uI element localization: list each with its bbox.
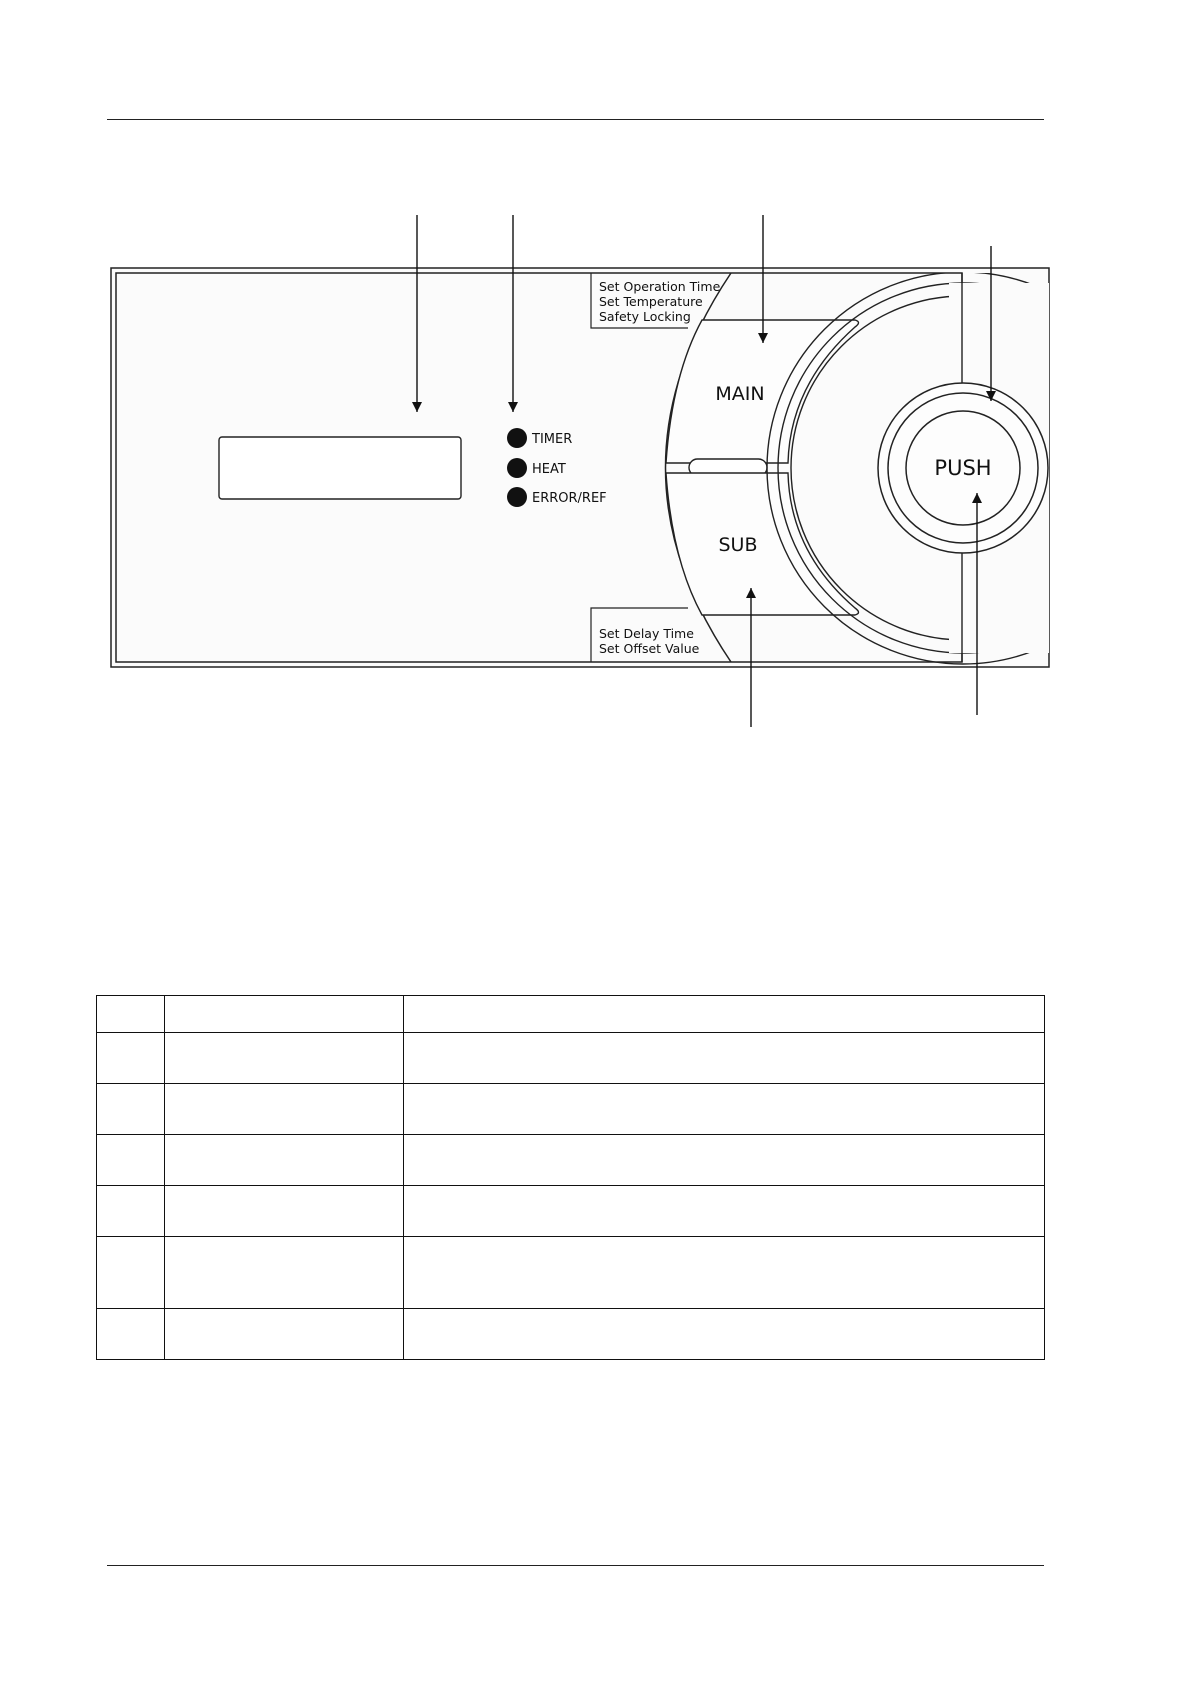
table-cell	[97, 1084, 165, 1135]
lcd-display	[219, 437, 461, 499]
table-cell	[97, 1186, 165, 1237]
error-ref-led-icon	[507, 487, 527, 507]
main-function-2: Set Temperature	[599, 294, 703, 309]
table-cell	[165, 1186, 404, 1237]
table-row	[97, 1135, 1045, 1186]
main-function-3: Safety Locking	[599, 309, 691, 324]
table-cell	[404, 1135, 1045, 1186]
table-cell	[97, 1033, 165, 1084]
table-cell	[165, 1309, 404, 1360]
table-cell	[404, 1084, 1045, 1135]
table-row	[97, 1309, 1045, 1360]
table-cell	[97, 996, 165, 1033]
footer-rule	[107, 1565, 1044, 1566]
parts-table	[96, 995, 1045, 1360]
push-knob-label: PUSH	[934, 456, 992, 480]
table-cell	[97, 1237, 165, 1309]
table-cell	[404, 996, 1045, 1033]
timer-led-icon	[507, 428, 527, 448]
table-cell	[404, 1186, 1045, 1237]
table-row	[97, 1237, 1045, 1309]
main-function-1: Set Operation Time	[599, 279, 721, 294]
table-cell	[165, 1135, 404, 1186]
table-cell	[97, 1135, 165, 1186]
table-row	[97, 1033, 1045, 1084]
sub-button-label: SUB	[718, 534, 758, 556]
sub-function-1: Set Delay Time	[599, 626, 694, 641]
indicator-label-timer: TIMER	[532, 432, 573, 447]
table-row	[97, 1186, 1045, 1237]
heat-led-icon	[507, 458, 527, 478]
table-cell	[165, 1033, 404, 1084]
indicator-label-heat: HEAT	[532, 462, 566, 477]
table-row	[97, 1084, 1045, 1135]
indicator-label-error-ref: ERROR/REF	[532, 491, 607, 506]
table-cell	[165, 996, 404, 1033]
table-row	[97, 996, 1045, 1033]
sub-function-2: Set Offset Value	[599, 641, 700, 656]
table-cell	[404, 1033, 1045, 1084]
control-panel-diagram	[0, 0, 1191, 760]
table-cell	[404, 1309, 1045, 1360]
main-button-label: MAIN	[715, 383, 765, 405]
table-cell	[165, 1084, 404, 1135]
table-cell	[404, 1237, 1045, 1309]
table-cell	[165, 1237, 404, 1309]
table-cell	[97, 1309, 165, 1360]
